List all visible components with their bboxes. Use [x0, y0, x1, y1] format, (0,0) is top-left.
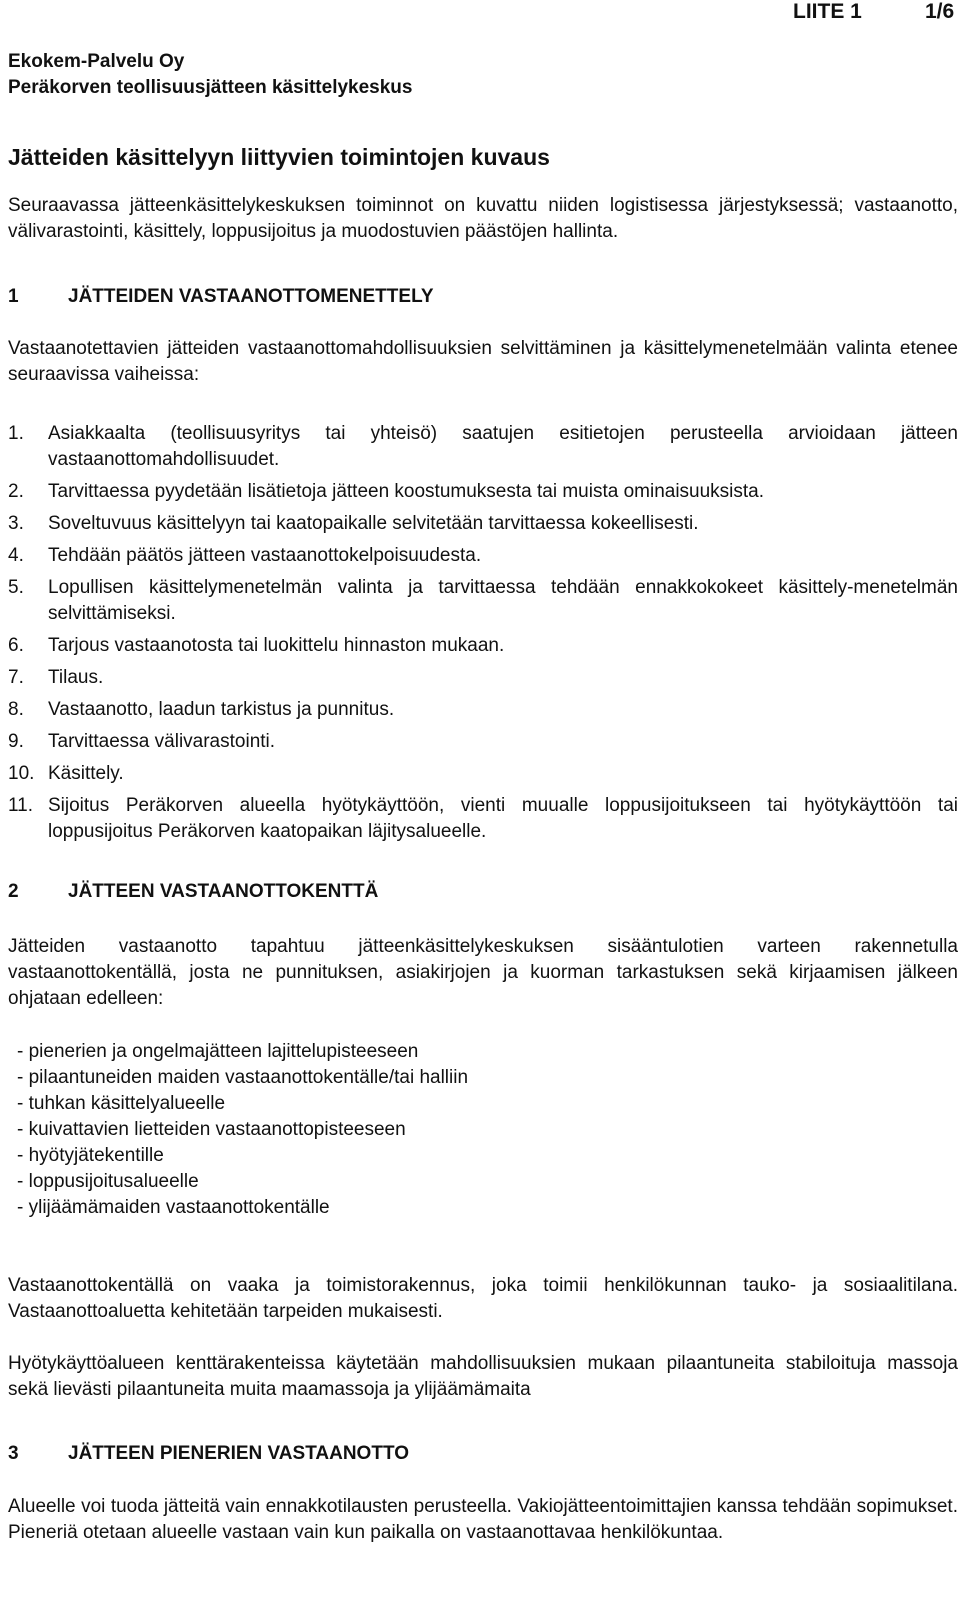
section-3-paragraph: Alueelle voi tuoda jätteitä vain ennakkotilausten perusteella. Vakiojätteentoimittajien kanssa tehdään sopimukset. Pieneriä otetaan alueelle vastaan vain kun paikalla on vastaanottavaa henkilökuntaa.: [8, 1496, 958, 1543]
intro-paragraph: Seuraavassa jätteenkäsittelykeskuksen toiminnot on kuvattu niiden logistisessa järjestyksessä; vastaanotto, välivarastointi, käsittely, loppusijoitus ja muodostuvien päästöjen hallinta.: [8, 195, 958, 242]
list-item: - kuivattavien lietteiden vastaanottopisteeseen: [17, 1119, 406, 1140]
step-text: Tarvittaessa välivarastointi.: [48, 731, 276, 752]
step-text: Tilaus.: [48, 667, 104, 688]
section-2-title: JÄTTEEN VASTAANOTTOKENTTÄ: [68, 881, 379, 902]
section-3-heading: [8, 1441, 409, 1467]
procedure-steps-list: [8, 421, 958, 851]
organization-block: [8, 49, 412, 101]
step-text: Tarvittaessa pyydetään lisätietoja jätteen koostumuksesta tai muista ominaisuuksista.: [48, 481, 765, 502]
step-text: Käsittely.: [48, 763, 124, 784]
list-item: [8, 793, 958, 845]
step-number: 1.: [8, 423, 24, 444]
list-item: - pilaantuneiden maiden vastaanottokentälle/tai halliin: [17, 1067, 469, 1088]
list-item: [8, 543, 958, 569]
list-item: [8, 697, 958, 723]
step-number: 10.: [8, 763, 35, 784]
step-text: Asiakkaalta (teollisuusyritys tai yhteisö) saatujen esitietojen perusteella arvioidaan jätteen vastaanottomahdollisuudet.: [48, 423, 958, 470]
list-item: [8, 761, 958, 787]
page-title: Jätteiden käsittelyyn liittyvien toimintojen kuvaus: [8, 144, 550, 170]
section-1-title: JÄTTEIDEN VASTAANOTTOMENETTELY: [68, 286, 434, 307]
step-number: 4.: [8, 545, 24, 566]
step-text: Sijoitus Peräkorven alueella hyötykäyttöön, vienti muualle loppusijoitukseen tai hyötykäyttöön tai loppusijoitus Peräkorven kaatopaikan läjitysalueelle.: [48, 795, 958, 842]
step-number: 3.: [8, 513, 24, 534]
step-number: 6.: [8, 635, 24, 656]
list-item: - ylijäämämaiden vastaanottokentälle: [17, 1197, 330, 1218]
section-1-heading: [8, 284, 434, 310]
section-3-number: 3: [8, 1443, 19, 1464]
step-text: Tarjous vastaanotosta tai luokittelu hinnaston mukaan.: [48, 635, 505, 656]
list-item: [8, 729, 958, 755]
section-2-number: 2: [8, 881, 19, 902]
section-1-paragraph: Vastaanotettavien jätteiden vastaanottomahdollisuuksien selvittäminen ja käsittelymenetelmään valinta etenee seuraavissa vaiheissa:: [8, 338, 958, 385]
section-3-title: JÄTTEEN PIENERIEN VASTAANOTTO: [68, 1443, 409, 1464]
list-item: - tuhkan käsittelyalueelle: [17, 1093, 226, 1114]
list-item: - loppusijoitusalueelle: [17, 1171, 199, 1192]
step-text: Soveltuvuus käsittelyyn tai kaatopaikalle selvitetään tarvittaessa kokeellisesti.: [48, 513, 699, 534]
list-item: [8, 511, 958, 537]
facility-name: Peräkorven teollisuusjätteen käsittelykeskus: [8, 77, 413, 98]
step-number: 7.: [8, 667, 24, 688]
list-item: - pienerien ja ongelmajätteen lajittelupisteeseen: [17, 1041, 419, 1062]
company-name: Ekokem-Palvelu Oy: [8, 51, 185, 72]
list-item: - hyötyjätekentille: [17, 1145, 164, 1166]
section-2-paragraph: Jätteiden vastaanotto tapahtuu jätteenkäsittelykeskuksen sisääntulotien varteen rakennetulla vastaanottokentällä, josta ne punnituksen, asiakirjojen ja kuorman tarkastuksen sekä kirjaamisen jälkeen ohjataan edelleen:: [8, 936, 958, 1009]
section-2-heading: [8, 879, 378, 905]
step-text: Lopullisen käsittelymenetelmän valinta ja tarvittaessa tehdään ennakkokokeet käsittely-menetelmän selvittämiseksi.: [48, 577, 958, 624]
section-2-paragraph-2: Vastaanottokentällä on vaaka ja toimistorakennus, joka toimii henkilökunnan tauko- ja sosiaalitilana. Vastaanottoaluetta kehitetään tarpeiden mukaisesti.: [8, 1275, 958, 1322]
destination-list: [17, 1039, 468, 1221]
step-number: 8.: [8, 699, 24, 720]
step-number: 2.: [8, 481, 24, 502]
section-2-paragraph-3: Hyötykäyttöalueen kenttärakenteissa käytetään mahdollisuuksien mukaan pilaantuneita stabiloituja massoja sekä lievästi pilaantuneita muita maamassoja ja ylijäämämaita: [8, 1353, 958, 1400]
appendix-label: LIITE 1: [793, 0, 862, 23]
list-item: [8, 633, 958, 659]
list-item: [8, 479, 958, 505]
step-number: 5.: [8, 577, 24, 598]
list-item: [8, 421, 958, 473]
step-text: Tehdään päätös jätteen vastaanottokelpoisuudesta.: [48, 545, 482, 566]
step-number: 9.: [8, 731, 24, 752]
list-item: [8, 665, 958, 691]
list-item: [8, 575, 958, 627]
step-number: 11.: [8, 795, 34, 816]
step-text: Vastaanotto, laadun tarkistus ja punnitus.: [48, 699, 395, 720]
page-number: 1/6: [925, 0, 955, 23]
section-1-number: 1: [8, 286, 19, 307]
